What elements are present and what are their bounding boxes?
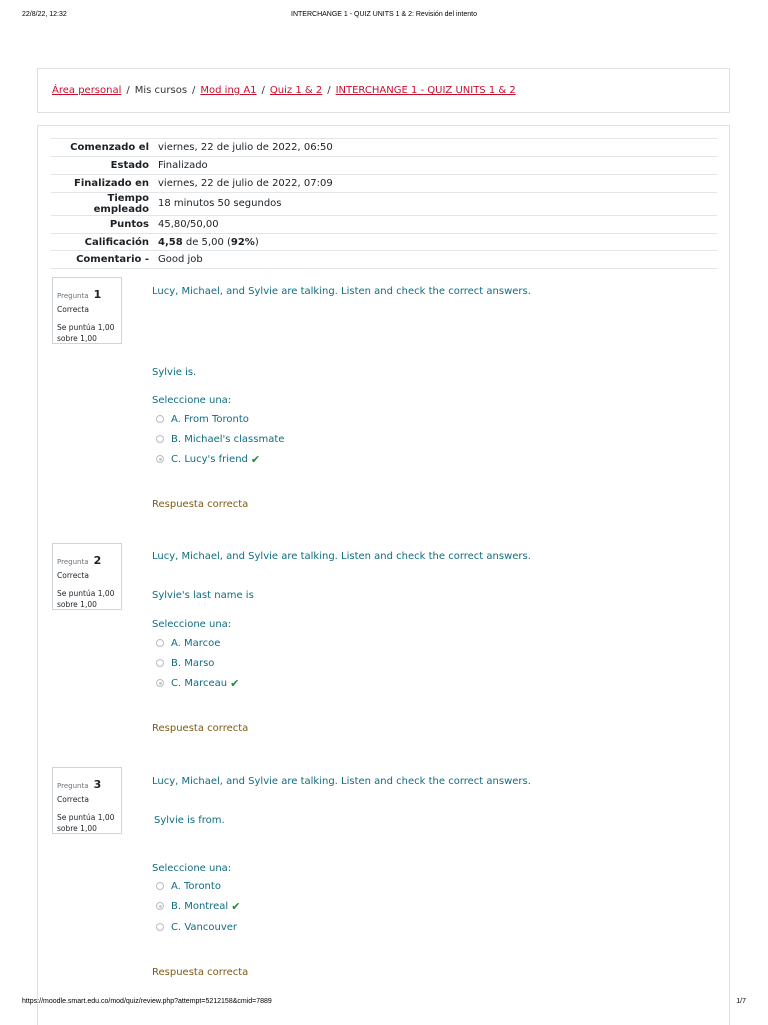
question-text: Lucy, Michael, and Sylvie are talking. Listen and check the correct answers. xyxy=(152,776,531,787)
print-date: 22/8/22, 12:32 xyxy=(22,11,67,18)
select-label: Seleccione una: xyxy=(152,619,232,630)
breadcrumb-separator: / xyxy=(126,85,130,96)
summary-row-finished xyxy=(51,174,717,192)
select-label: Seleccione una: xyxy=(152,395,232,406)
summary-label: Finalizado en xyxy=(51,174,158,192)
breadcrumb-quiz-link[interactable]: INTERCHANGE 1 - QUIZ UNITS 1 & 2 xyxy=(335,85,516,96)
answer-option[interactable] xyxy=(156,432,284,446)
radio-button[interactable] xyxy=(156,435,164,443)
check-icon: ✔ xyxy=(250,452,261,466)
question-info-1 xyxy=(52,277,122,344)
radio-button[interactable] xyxy=(156,639,164,647)
option-text: B. Marso xyxy=(171,657,215,669)
print-url: https://moodle.smart.edu.co/mod/quiz/review.php?attempt=5212158&cmid=7889 xyxy=(22,998,272,1005)
option-text: C. Vancouver xyxy=(171,921,238,933)
question-label: Pregunta xyxy=(57,782,89,790)
summary-grade-value xyxy=(158,233,717,251)
question-text: Lucy, Michael, and Sylvie are talking. Listen and check the correct answers. xyxy=(152,286,531,297)
question-number: 3 xyxy=(93,778,102,791)
question-info-2 xyxy=(52,543,122,610)
question-text: Lucy, Michael, and Sylvie are talking. Listen and check the correct answers. xyxy=(152,551,531,562)
summary-row-state xyxy=(51,156,717,174)
breadcrumb-separator: / xyxy=(192,85,196,96)
question-label: Pregunta xyxy=(57,292,89,300)
question-grade: Se puntúa 1,00 sobre 1,00 xyxy=(57,589,115,609)
breadcrumb-container xyxy=(37,68,730,113)
answer-option[interactable] xyxy=(156,412,249,426)
summary-label: Comenzado el xyxy=(51,139,158,157)
radio-button[interactable] xyxy=(156,923,164,931)
answer-option[interactable] xyxy=(156,920,237,934)
breadcrumb-courses: Mis cursos xyxy=(134,85,188,96)
grade-out-of: de 5,00 ( xyxy=(182,236,231,248)
summary-value: viernes, 22 de julio de 2022, 06:50 xyxy=(158,139,717,157)
summary-value: 45,80/50,00 xyxy=(158,215,717,233)
option-text: C. Marceau xyxy=(171,677,228,689)
summary-row-comment xyxy=(51,251,717,269)
summary-row-grade xyxy=(51,233,717,251)
question-state: Correcta xyxy=(57,571,89,580)
breadcrumb-section-link[interactable]: Quiz 1 & 2 xyxy=(269,85,323,96)
breadcrumb-home-link[interactable]: Área personal xyxy=(52,85,122,96)
summary-label: Puntos xyxy=(51,215,158,233)
summary-label: Estado xyxy=(51,156,158,174)
grade-score: 4,58 xyxy=(158,236,183,248)
answer-option[interactable] xyxy=(156,879,221,893)
option-text: A. Toronto xyxy=(171,880,221,892)
radio-button[interactable] xyxy=(156,882,164,890)
summary-value: Finalizado xyxy=(158,156,717,174)
check-icon: ✔ xyxy=(230,676,240,690)
summary-row-points xyxy=(51,215,717,233)
question-prompt: Sylvie is. xyxy=(152,367,197,378)
question-prompt: Sylvie's last name is xyxy=(152,590,254,601)
answer-option[interactable] xyxy=(156,656,214,670)
question-label: Pregunta xyxy=(57,558,89,566)
summary-row-started xyxy=(51,139,717,157)
answer-feedback: Respuesta correcta xyxy=(152,499,249,510)
option-text: C. Lucy's friend xyxy=(171,453,248,465)
summary-label: Tiempo empleado xyxy=(51,192,158,215)
summary-value: Good job xyxy=(158,251,717,269)
summary-label: Comentario - xyxy=(51,251,158,269)
radio-button-checked[interactable] xyxy=(156,679,164,687)
breadcrumb-separator: / xyxy=(261,85,265,96)
summary-value: 18 minutos 50 segundos xyxy=(158,192,717,215)
option-text: B. Michael's classmate xyxy=(171,433,285,445)
check-icon: ✔ xyxy=(231,899,241,913)
summary-label: Calificación xyxy=(51,233,158,251)
radio-button[interactable] xyxy=(156,415,164,423)
summary-row-time xyxy=(51,192,717,215)
question-state: Correcta xyxy=(57,305,89,314)
answer-option-selected[interactable] xyxy=(156,899,240,913)
question-grade: Se puntúa 1,00 sobre 1,00 xyxy=(57,323,115,343)
grade-close: ) xyxy=(254,236,259,248)
answer-option[interactable] xyxy=(156,636,220,650)
question-prompt: Sylvie is from. xyxy=(154,815,225,826)
answer-feedback: Respuesta correcta xyxy=(152,967,249,978)
option-text: B. Montreal xyxy=(171,900,229,912)
radio-button-checked[interactable] xyxy=(156,455,164,463)
attempt-summary-table xyxy=(51,138,717,269)
radio-button-checked[interactable] xyxy=(156,902,164,910)
question-grade: Se puntúa 1,00 sobre 1,00 xyxy=(57,813,115,833)
question-number: 1 xyxy=(93,288,102,301)
print-title: INTERCHANGE 1 - QUIZ UNITS 1 & 2: Revisión del intento xyxy=(291,11,477,18)
print-footer xyxy=(22,998,746,1010)
option-text: A. Marcoe xyxy=(171,637,221,649)
option-text: A. From Toronto xyxy=(171,413,249,425)
summary-value: viernes, 22 de julio de 2022, 07:09 xyxy=(158,174,717,192)
question-number: 2 xyxy=(93,554,102,567)
print-page-number: 1/7 xyxy=(736,998,746,1005)
breadcrumb-separator: / xyxy=(327,85,331,96)
answer-option-selected[interactable] xyxy=(156,676,239,690)
question-info-3 xyxy=(52,767,122,834)
answer-feedback: Respuesta correcta xyxy=(152,723,249,734)
breadcrumb xyxy=(52,85,516,96)
question-state: Correcta xyxy=(57,795,89,804)
select-label: Seleccione una: xyxy=(152,863,232,874)
breadcrumb-course-link[interactable]: Mod ing A1 xyxy=(200,85,257,96)
print-header xyxy=(22,11,746,23)
radio-button[interactable] xyxy=(156,659,164,667)
answer-option-selected[interactable] xyxy=(156,452,260,466)
grade-percent: 92% xyxy=(230,236,255,248)
